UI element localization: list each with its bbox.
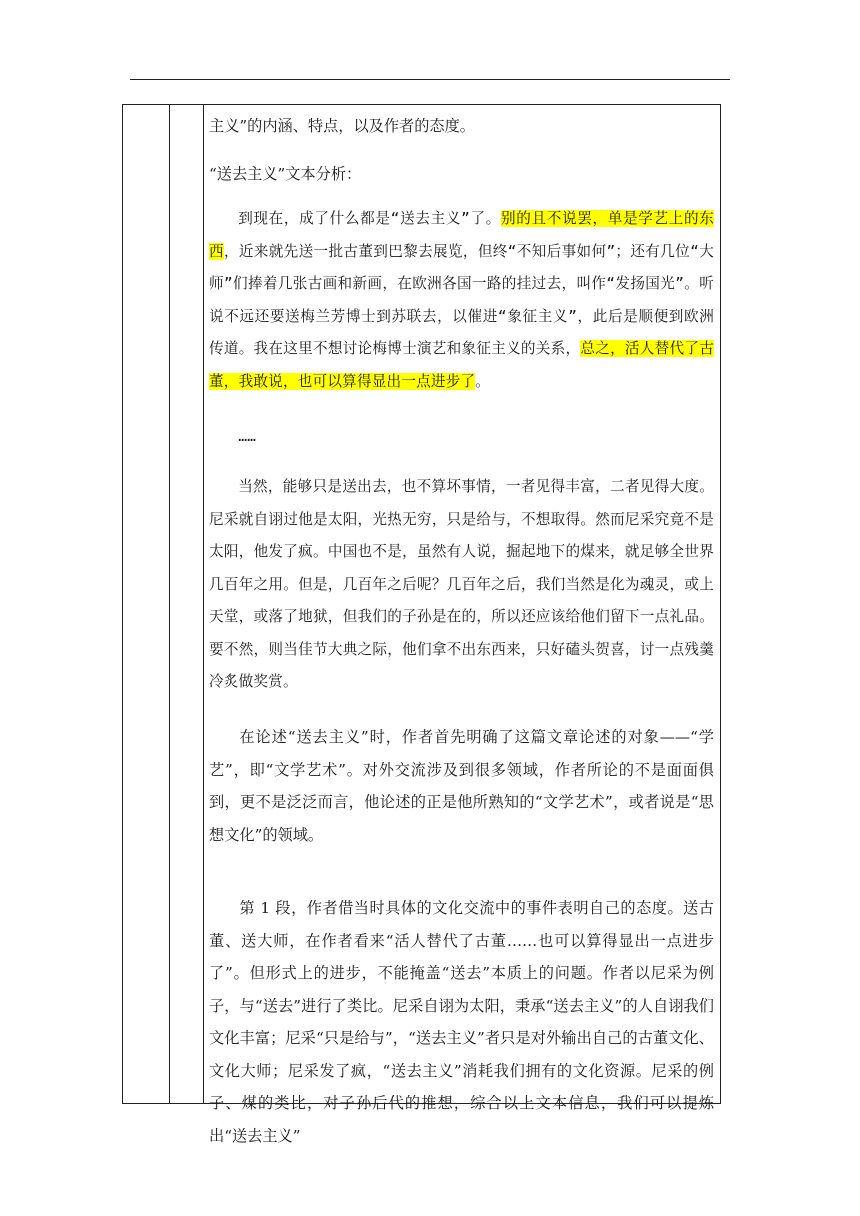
- quote-text: 到现在，成了什么都是“送去主义”了。: [238, 210, 501, 227]
- content-cell: [209, 105, 714, 1145]
- content-table: [122, 104, 721, 1145]
- analysis-paragraph-1: 在论述“送去主义”时，作者首先明确了这篇文章论述的对象——“学艺”，即“文学艺术”。对外交流涉及到很多领域，作者所论的不是面面俱到，更不是泛泛而言，他论述的正是他所熟知的“文学艺术”，或者说是“思想文化”的领域。: [209, 728, 714, 844]
- column-divider: [203, 105, 204, 1103]
- quote-paragraph-1: [209, 203, 714, 398]
- header-rule: [130, 79, 730, 80]
- section-heading: “送去主义”文本分析：: [209, 165, 362, 183]
- ellipsis: ……: [238, 428, 257, 445]
- quote-text: ，近来就先送一批古董到巴黎去展览，但终“不知后事如何”；还有几位“大师”们捧着几张古画和新画，在欧洲各国一路的挂过去，叫作“发扬国光”。听说不远还要送梅兰芳博士到苏联去，以催进“象征主义”，此后是顺便到欧洲传道。我在这里不想讨论梅博士演艺和象征主义的关系，: [209, 242, 714, 357]
- highlighted-text: 总之，活人替代了古董，我敢说，也可以算得显出一点进步了: [209, 340, 714, 390]
- quote-text: 。: [475, 372, 491, 390]
- column-divider: [169, 105, 170, 1103]
- analysis-paragraph-2: 第 1 段，作者借当时具体的文化交流中的事件表明自己的态度。送古董、送大师，在作者看来“活人替代了古董……也可以算得显出一点进步了”。但形式上的进步，不能掩盖“送去”本质上的问题。作者以尼采为例子，与“送去”进行了类比。尼采自诩为太阳，秉承“送去主义”的人自诩我们文化丰富；尼采“只是给与”，“送去主义”者只是对外输出自己的古董文化、文化大师；尼采发了疯，“送去主义”消耗我们拥有的文化资源。尼采的例子、煤的类比，对子孙后代的推想，综合以上文本信息，我们可以提炼出“送去主义”: [209, 899, 714, 1145]
- highlighted-text: 别的且不说罢，单是学艺上的东西: [209, 210, 714, 260]
- quote-paragraph-2: 当然，能够只是送出去，也不算坏事情，一者见得丰富，二者见得大度。尼采就自诩过他是太阳，光热无穷，只是给与，不想取得。然而尼采究竟不是太阳，他发了疯。中国也不是，虽然有人说，掘起地下的煤来，就足够全世界几百年之用。但是，几百年之后呢？几百年之后，我们当然是化为魂灵，或上天堂，或落了地狱，但我们的子孙是在的，所以还应该给他们留下一点礼品。要不然，则当佳节大典之际，他们拿不出东西来，只好磕头贺喜，讨一点残羹冷炙做奖赏。: [209, 478, 714, 690]
- continuation-text: 主义”的内涵、特点，以及作者的态度。: [209, 117, 475, 135]
